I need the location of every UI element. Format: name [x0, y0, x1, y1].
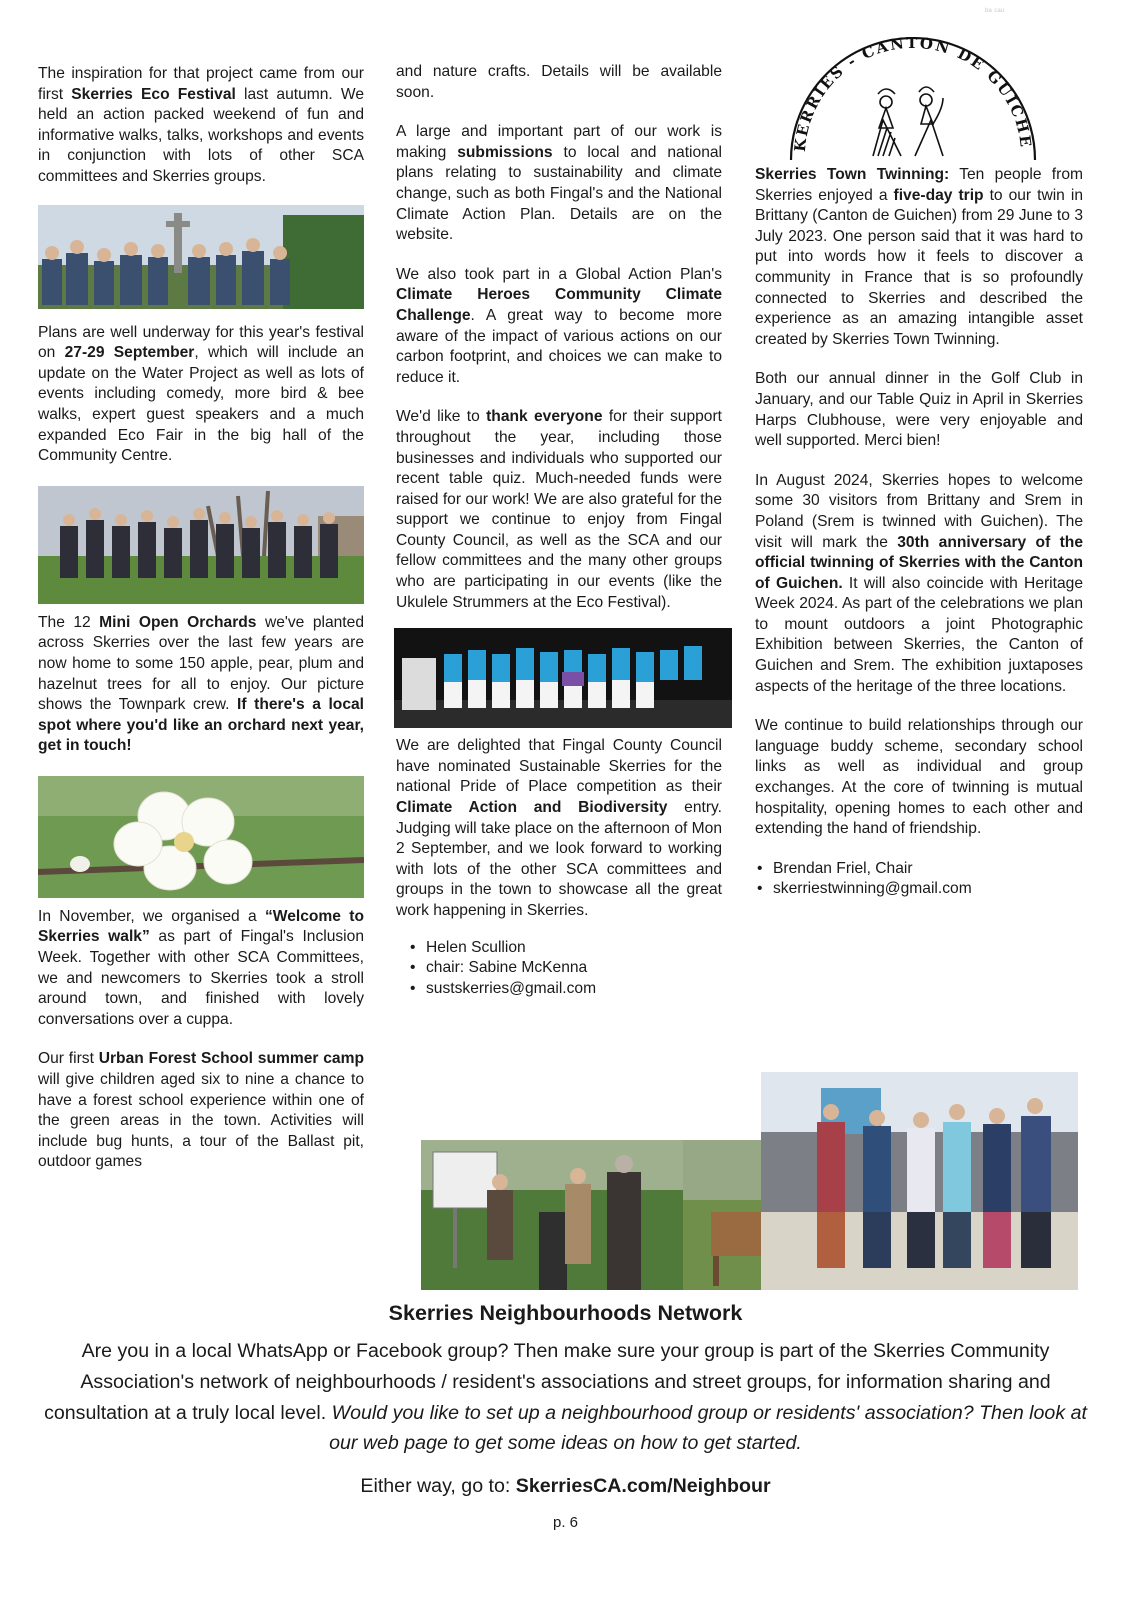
photo-eco-walk: [38, 205, 364, 309]
scan-mark: ᵇᵃ ᶜᵃᵘ: [985, 6, 1005, 16]
nature-crafts-paragraph: and nature crafts. Details will be available soon.: [396, 63, 722, 101]
footer-go-line: [0, 1475, 1131, 1498]
submissions-paragraph: A large and important part of our work is making submissions to local and national plans relating to sustainability and climate change, such as both Fingal's and the National Climate Action Plan. Details are on the website.: [396, 123, 723, 244]
footer-body-italic: Would you like to set up a neighbourhood group or residents' association? Then look at our web page to get some ideas on how to get started.: [329, 1401, 1087, 1455]
svg-text:SKERRIES - CANTON DE GUICHEN: [783, 28, 1035, 153]
logo-arc-text: KERRIES - CANTON DE GUICHE: [790, 33, 1035, 153]
twinning-logo: [783, 28, 1045, 162]
festival-plans-paragraph: Plans are well underway for this year's festival on 27-29 September, which will include an update on the Water Project as well as lots of events including comedy, more bird & bee walks, expert guest speakers and a much expanded Eco Fair in the big hall of the Community Centre.: [38, 323, 365, 465]
footer-body-plain: Are you in a local WhatsApp or Facebook group? Then make sure your group is part of the Skerries Community Association's network of neighbourhoods / resident's associations and street groups, for information sharing and consultation at a truly local level.: [44, 1340, 1051, 1424]
photo-ukulele-strummers: [394, 628, 732, 728]
eco-festival-paragraph: The inspiration for that project came from our first Skerries Eco Festival last autumn. We held an action packed weekend of fun and informative walks, talks, workshops and events in conjunction with lots of other SCA committees and Skerries groups.: [38, 65, 365, 185]
column-3: [755, 165, 1083, 900]
footer-title: Skerries Neighbourhoods Network: [388, 1301, 743, 1325]
anniversary-paragraph: In August 2024, Skerries hopes to welcome some 30 visitors from Brittany and Srem in Poland (Srem is twinned with Guichen). The visit will mark the 30th anniversary of the official twinning of Skerries with the Canton of Guichen. It will also coincide with Heritage Week 2024. As part of the celebrations we plan to mount outdoors a joint Photographic Exhibition between Skerries, the Canton of Guichen and Srem. The exhibition juxtaposes aspects of the heritage of the three locations.: [755, 471, 1083, 695]
sustainable-skerries-contacts: [396, 938, 722, 1000]
welcome-walk-paragraph: In November, we organised a “Welcome to Skerries walk” as part of Fingal's Inclusion Week. Together with other SCA Committees, we and newcomers to Skerries took a stroll around town, and finished with lovely conversations over a cuppa.: [38, 907, 364, 1028]
twinning-contacts: [755, 859, 1083, 900]
contact-email[interactable]: • skerriestwinning@gmail.com: [773, 879, 1083, 900]
contact-chair: • Brendan Friel, Chair: [773, 859, 1083, 880]
contact-chair: • chair: Sabine McKenna: [426, 958, 722, 979]
page-number: p. 6: [552, 1514, 579, 1531]
footer-body: [40, 1336, 1091, 1459]
contact-name: • Helen Scullion: [426, 938, 722, 959]
contact-email[interactable]: • sustskerries@gmail.com: [426, 979, 722, 1000]
annual-dinner-paragraph: Both our annual dinner in the Golf Club in January, and our Table Quiz in April in Skerries Harps Clubhouse, were very enjoyable and well supported. Merci bien!: [755, 370, 1083, 450]
climate-heroes-paragraph: We also took part in a Global Action Plan's Climate Heroes Community Climate Challenge. A great way to become more aware of the impact of various actions on our carbon footprint, and choices we can make to reduce it.: [396, 265, 722, 386]
thank-everyone-paragraph: We'd like to thank everyone for their support throughout the year, including those businesses and individuals who supported our recent table quiz. Much-needed funds were raised for our work! We are also grateful for the support we continue to enjoy from Fingal County Council, as well as the SCA and our fellow committees and the many other groups who are participating in our events (like the Ukulele Strummers at the Eco Festival).: [396, 408, 722, 611]
photo-orchard-crew: [38, 486, 364, 604]
column-1: [38, 64, 364, 1192]
orchards-paragraph: The 12 Mini Open Orchards we've planted across Skerries over the last few years are now home to some 150 apple, pear, plum and hazelnut trees for all to enjoy. Our picture shows the Townpark crew. If there's a local spot where you'd like an orchard next year, get in touch!: [38, 613, 364, 755]
column-2: [396, 62, 722, 999]
photo-plum-blossom: [38, 776, 364, 898]
relationships-paragraph: We continue to build relationships through our language buddy scheme, secondary school links as well as individual and group exchanges. At the core of twinning is mutual hospitality, opening homes to each other and extending the hand of friendship.: [755, 717, 1083, 838]
neighbour-link[interactable]: SkerriesCA.com/Neighbour: [515, 1475, 771, 1497]
forest-school-paragraph: Our first Urban Forest School summer camp will give children aged six to nine a chance to have a forest school experience within one of the green areas in the town. Activities will include bug hunts, a tour of the Ballast pit, outdoor games: [38, 1050, 364, 1171]
pride-of-place-paragraph: We are delighted that Fingal County Council have nominated Sustainable Skerries for the national Pride of Place competition as their Climate Action and Biodiversity entry. Judging will take place on the afternoon of Mon 2 September, and we look forward to working with lots of the other SCA committees and groups in the town to showcase all the great work happening in Skerries.: [396, 737, 722, 919]
photo-collage-twinning: [421, 1072, 1078, 1290]
town-twinning-paragraph: Skerries Town Twinning: Ten people from Skerries enjoyed a five-day trip to our twin in Brittany (Canton de Guichen) from 29 June to 3 July 2023. One person said that it was hard to put into words how it feels to discover a community in France that is so profoundly connected to Skerries and described the experience as an amazing intangible asset created by Skerries Town Twinning.: [755, 166, 1083, 348]
harpist-icon: [873, 87, 943, 156]
footer-go-prefix: Either way, go to:: [360, 1475, 516, 1497]
